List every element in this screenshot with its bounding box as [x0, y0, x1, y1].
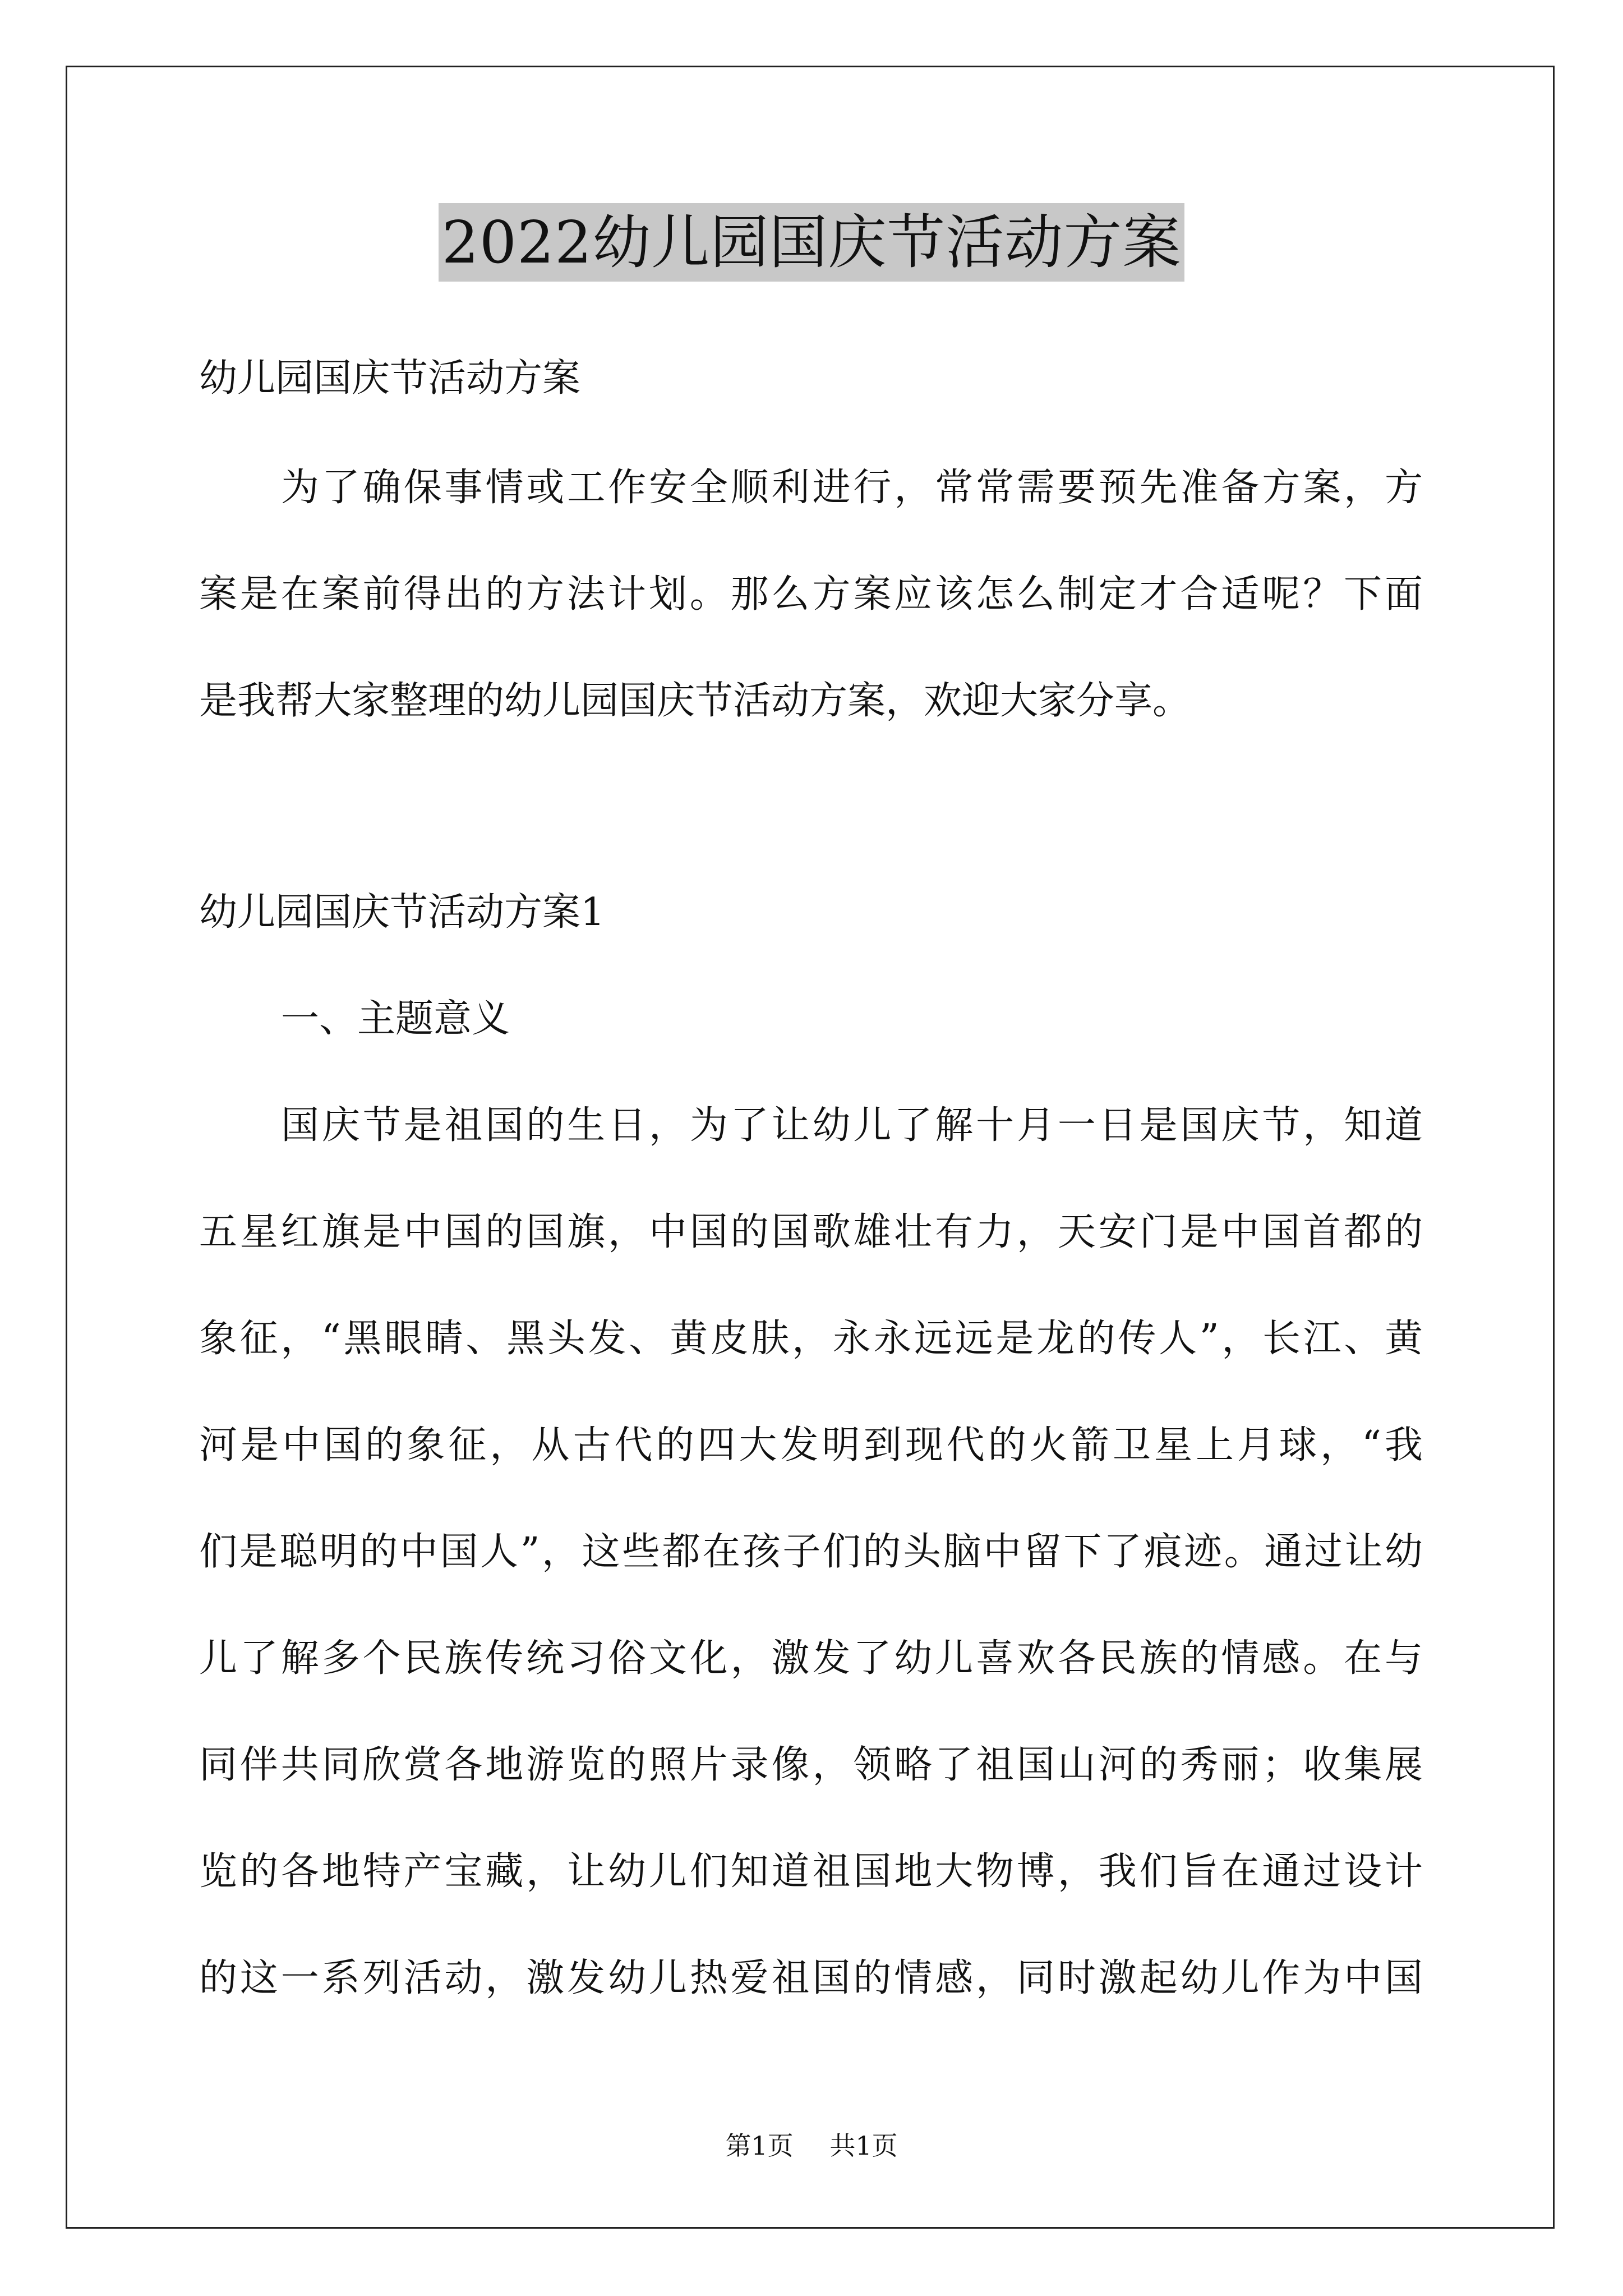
- body-line: 的这一系列活动，激发幼儿热爱祖国的情感，同时激起幼儿作为中国: [199, 1956, 1423, 2000]
- page-number: 第1页: [725, 2131, 794, 2161]
- subsection-heading: 一、主题意义: [281, 997, 510, 1041]
- section-heading: 幼儿园国庆节活动方案1: [199, 890, 605, 935]
- intro-line: 为了确保事情或工作安全顺利进行，常常需要预先准备方案，方: [281, 466, 1423, 510]
- intro-line: 是我帮大家整理的幼儿园国庆节活动方案，欢迎大家分享。: [199, 679, 1191, 723]
- page-total: 共1页: [829, 2131, 898, 2161]
- body-line: 国庆节是祖国的生日，为了让幼儿了解十月一日是国庆节，知道: [281, 1103, 1423, 1148]
- body-line: 览的各地特产宝藏，让幼儿们知道祖国地大物博，我们旨在通过设计: [199, 1849, 1423, 1894]
- intro-line: 案是在案前得出的方法计划。那么方案应该怎么制定才合适呢？下面: [199, 572, 1423, 616]
- body-line: 河是中国的象征，从古代的四大发明到现代的火箭卫星上月球，“我: [199, 1423, 1423, 1467]
- body-line: 五星红旗是中国的国旗，中国的国歌雄壮有力，天安门是中国首都的: [199, 1210, 1423, 1254]
- body-line: 们是聪明的中国人”，这些都在孩子们的头脑中留下了痕迹。通过让幼: [199, 1530, 1423, 1574]
- document-title: 2022幼儿园国庆节活动方案: [439, 203, 1185, 282]
- body-line: 同伴共同欣赏各地游览的照片录像，领略了祖国山河的秀丽；收集展: [199, 1743, 1423, 1787]
- body-line: 儿了解多个民族传统习俗文化，激发了幼儿喜欢各民族的情感。在与: [199, 1636, 1423, 1681]
- document-subtitle: 幼儿园国庆节活动方案: [199, 356, 581, 401]
- title-container: [0, 203, 1623, 282]
- page-footer: [0, 2129, 1623, 2162]
- body-line: 象征，“黑眼睛、黑头发、黄皮肤，永永远远是龙的传人”，长江、黄: [199, 1317, 1423, 1361]
